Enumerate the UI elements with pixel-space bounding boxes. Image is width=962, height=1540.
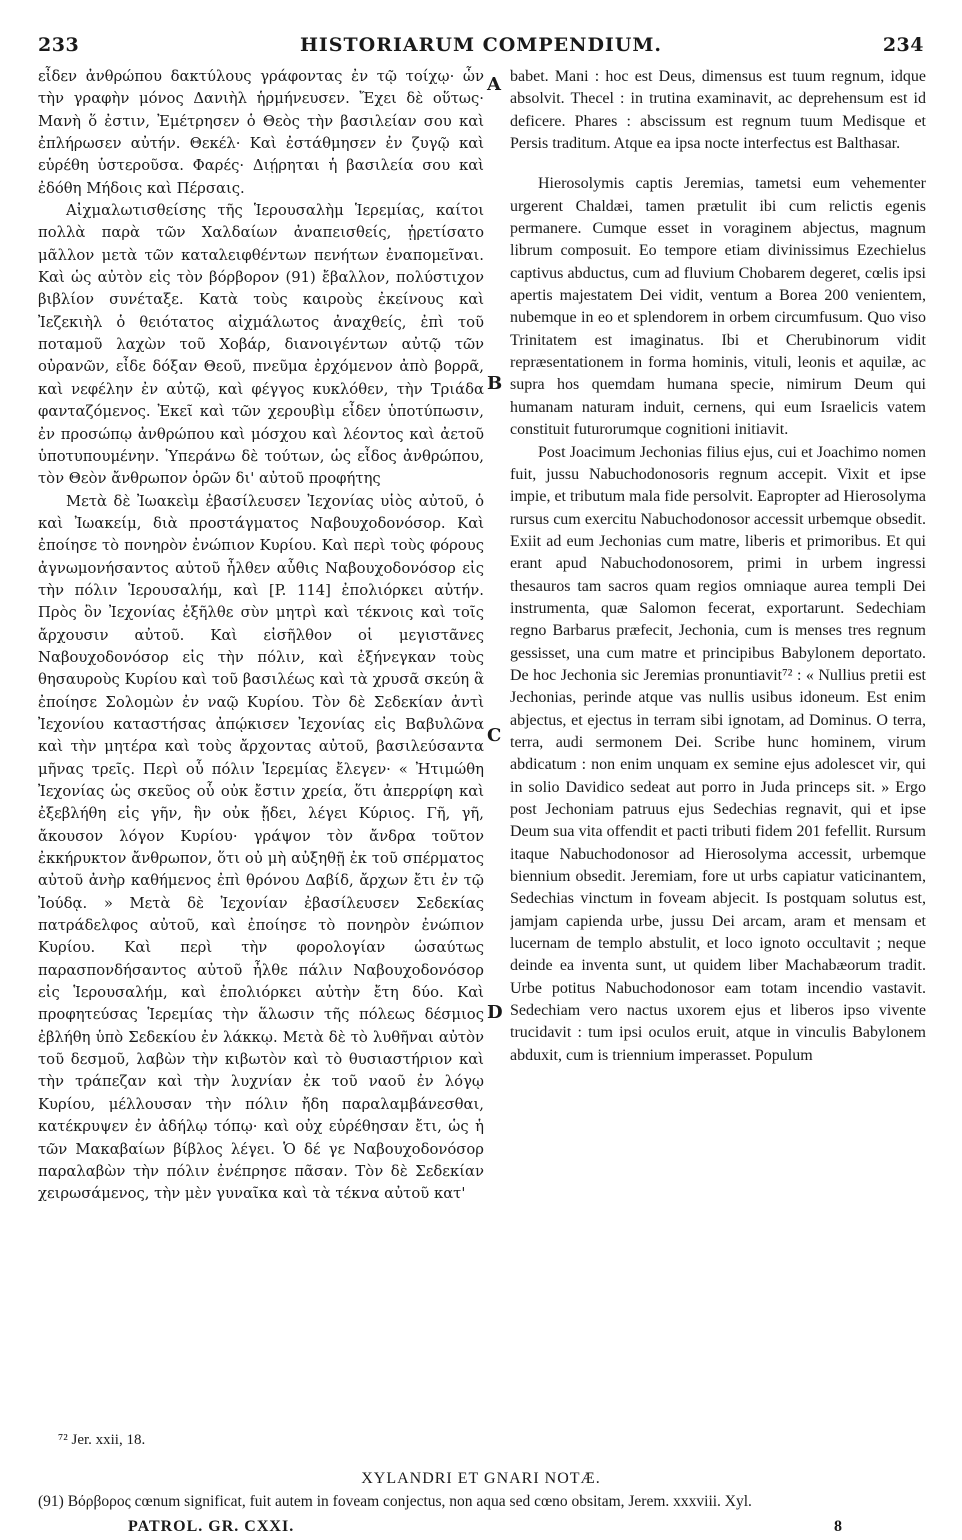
page-number-right: 234 — [882, 34, 924, 56]
footer-series: PATROL. GR. CXXI. — [128, 1518, 295, 1535]
notes-heading: XYLANDRI ET GNARI NOTÆ. — [361, 1470, 601, 1487]
margin-marker-c: C — [487, 725, 502, 746]
running-title: HISTORIARUM COMPENDIUM. — [299, 34, 663, 56]
latin-paragraph: babet. Mani : hoc est Deus, dimensus est tuum regnum, idque absolvit. Thecel : in trutina examinavit, ac deprehensum est id deficere. Phares : abscissum est regnum tuum Medisque et Persis traditum. Atque ea ipsa nocte interfectus est Balthasar. — [510, 68, 926, 153]
footnote: ⁷² Jer. xxii, 18. — [58, 1432, 146, 1448]
greek-column — [38, 66, 484, 1418]
greek-paragraph: Μετὰ δὲ Ἰωακεὶμ ἐβασίλευσεν Ἰεχονίας υἱὸς αὐτοῦ, ὁ καὶ Ἰωακείμ, διὰ προστάγματος Ναβουχοδονόσορ. Καὶ ἐποίησε τὸ πονηρὸν ἐνώπιον Κυρίου. Καὶ περὶ τοὺς φόρους ἀγνωμονήσαντος αὐτοῦ ἦλθεν αὖθις Ναβουχοδονόσορ εἰς τὴν πόλιν Ἱερουσαλήμ, καὶ [P. 114] ἐπολιόρκει αὐτήν. Πρὸς ὃν Ἰεχονίας ἐξῆλθε σὺν μητρὶ καὶ τέκνοις καὶ τοῖς ἄρχουσιν αὐτοῦ. Καὶ εἰσῆλθον οἱ μεγιστᾶνες Ναβουχοδονόσορ εἰς τὴν πόλιν, καὶ ἐξήνεγκαν τοὺς θησαυροὺς Κυρίου καὶ τοῦ βασιλέως καὶ τὰ χρυσᾶ σκεύη ἃ ἐποίησε Σολομὼν ἐν ναῷ Κυρίου. Τὸν δὲ Σεδεκίαν ἀντὶ Ἰεχονίου καταστήσας ἀπῴκισεν Ἰεχονίας εἰς Βαβυλῶνα καὶ τὴν μητέρα καὶ τοὺς ἄρχοντας αὐτοῦ, βασιλεύσαντα μῆνας τρεῖς. Περὶ οὗ πόλιν Ἱερεμίας ἔλεγεν· « Ἠτιμώθη Ἰεχονίας ὡς σκεῦος οὗ οὐκ ἔστιν χρεία, ὅτι ἀπερρίφη καὶ ἐξεβλήθη εἰς γῆν, ἣν οὐκ ᾔδει, λέγει Κύριος. Γῆ, γῆ, ἄκουσον λόγον Κυρίου· γράψον τὸν ἄνδρα τοῦτον ἐκκήρυκτον ἄνθρωπον, ὅτι οὐ μὴ αὐξηθῇ ἐκ τοῦ σπέρματος αὐτοῦ ἀνὴρ καθήμενος ἐπὶ θρόνου Δαβίδ, ἄρχων ἔτι ἐν τῷ Ἰούδᾳ. » Μετὰ δὲ Ἰεχονίαν ἐβασίλευσεν Σεδεκίας πατράδελφος αὐτοῦ, καὶ ἐποίησε τὸ πονηρὸν ἐνώπιον Κυρίου. Καὶ περὶ τὴν φορολογίαν ὡσαύτως παρασπονδήσαντος αὐτοῦ ἦλθε πάλιν Ναβουχοδονόσορ εἰς Ἱερουσαλήμ, καὶ ἐπολιόρκει αὐτὴν ἔτη δύο. Καὶ προφητεύσας Ἱερεμίας τὴν ἅλωσιν τῆς πόλεως δέσμιος ἐβλήθη ὑπὸ Σεδεκίου ἐν λάκκῳ. Μετὰ δὲ τὸ λυθῆναι αὐτὸν τοῦ δεσμοῦ, λαβὼν τὴν κιβωτὸν καὶ τὸ θυσιαστήριον καὶ τὴν τράπεζαν καὶ τὴν λυχνίαν ἐκ τοῦ ναοῦ ἐν λόγῳ Κυρίου, μέλλουσαν τὴν πόλιν ἤδη παραλαμβάνεσθαι, κατέκρυψεν ἐν ἀδήλῳ τόπῳ· καὶ οὐχ εὑρέθησαν ἔτι, ὡς ἡ τῶν Μακαβαίων βίβλος λέγει. Ὁ δέ γε Ναβουχοδονόσορ παραλαβὼν τὴν πόλιν ἐνέπρησε πᾶσαν. Τὸν δὲ Σεδεκίαν χειρωσάμενος, τὴν μὲν γυναῖκα καὶ τὰ τέκνα αὐτοῦ κατ' — [38, 492, 484, 1203]
latin-paragraph: Post Joacimum Jechonias filius ejus, cui et Joachimo nomen fuit, jussu Nabuchodonosoris regnum accepit. Vixit et ipse impie, et tributum mala fide persolvit. Eapropter ad Hierosolyma rursus cum exercitu Nabuchodonosor accessit urbemque obsedit. Exiit ad eum Jechonias cum matre, liberis et primoribus. Et qui erant apud Nabuchodonosorem, primi in urbem ingressi thesauros tam sacros quam regios omniaque aurea templi Dei instrumenta, quæ Salomon fecerat, exportarunt. Sedechiam regno Barbarus præfecit, Jechonia, cum is menses tres regnum gessisset, una cum matre et principibus Babylonem deportato. De hoc Jechonia sic Jeremias pronuntiavit⁷² : « Nullius pretii est Jechonias, perinde atque vas nullis usibus idoneum. Est enim abjectus, et ejectus in terram sibi ignotam, ad Dominus. O terra, terra, audi sermonem Dei. Scribe hunc hominem, virum abdicatum : non enim unquam ex semine ejus adolescet vir, qui in solio Davidico sedeat aut porro in Juda princeps sit. » Ergo post Jechoniam patruus ejus Sedechias regnavit, qui et ipse Deum sua vita offendit et pacti tributi fidem 201 fefellit. Rursum itaque Nabuchodonosor ad Hierosolyma accessit, urbemque biennium obsedit. Jeremiam, fore ut urbs capiatur vaticinantem, Sedechias vinctum in foveam abjecit. Is postquam solutus est, jamjam capienda urbe, jussu Dei arcam, aram et mensam et lucernam de templo abstulit, et loco ignoto occultavit ; neque deinde ea inventa sunt, ut quidem liber Machabæorum tradit. Urbe potitus Nabuchodonosor eam totam incendio vastavit. Sedechiam vero nactus uxorem ejus et liberos ipso vivente trucidavit : tum ipsi oculos eruit, atque in vinculis Babylonem abduxit, cum is triennium imperasset. Populum — [510, 443, 926, 1064]
footer-signature: 8 — [834, 1518, 842, 1535]
greek-paragraph: Αἰχμαλωτισθείσης τῆς Ἱερουσαλὴμ Ἱερεμίας, καίτοι πολλὰ παρὰ τῶν Χαλδαίων ἀναπεισθείς, ᾑρετίσατο μᾶλλον μετὰ τῶν καταλειφθέντων πενήτων ἐναπομεῖναι. Καὶ ὡς αὐτὸν εἰς τὸν βόρβορον (91) ἔβαλλον, πολύστιχον βιβλίον συνέταξε. Κατὰ τοὺς καιροὺς ἐκείνους καὶ Ἰεζεκιὴλ ὁ θειότατος αἰχμάλωτος ἀναχθείς, ἐπὶ τοῦ ποταμοῦ λαχὼν τοῦ Χοβάρ, διανοιγέντων αὐτῷ τῶν οὐρανῶν, εἶδε δόξαν Θεοῦ, πνεῦμα ἐρχόμενον ἀπὸ βορρᾶ, καὶ νεφέλην ἐν αὐτῷ, καὶ φέγγος κυκλόθεν, τὴν Τριάδα φανταζόμενος. Ἐκεῖ καὶ τῶν χερουβὶμ εἶδεν ὑποτύπωσιν, ἐν προσώπῳ ἀνθρώπου καὶ μόσχου καὶ λέοντος καὶ ἀετοῦ ὑποτυπουμένην. Ὑπεράνω δὲ τούτων, ὡς εἶδος ἀνθρώπου, τὸν Θεὸν ἄνθρωπον ὁρῶν δι' αὐτοῦ προφήτης — [38, 202, 484, 488]
greek-paragraph: εἶδεν ἀνθρώπου δακτύλους γράφοντας ἐν τῷ τοίχῳ· ὧν τὴν γραφὴν μόνος Δανιὴλ ἡρμήνευσεν. Ἔχει δὲ οὕτως· Μανὴ ὅ ἐστιν, Ἐμέτρησεν ὁ Θεὸς τὴν βασιλείαν σου καὶ ἐπλήρωσεν αὐτήν. Θεκέλ· Καὶ ἐστάθμησεν ἐν ζυγῷ καὶ εὑρέθη ὑστεροῦσα. Φαρές· Διῄρηται ἡ βασιλεία σου καὶ ἐδόθη Μήδοις καὶ Πέρσαις. — [38, 68, 484, 197]
notes-text: (91) Βόρβορος cœnum significat, fuit autem in foveam conjectus, non aqua sed cœno obsitam, Jerem. xxxviii. Xyl. — [38, 1493, 752, 1510]
margin-marker-a: A — [487, 74, 501, 95]
page-header — [38, 34, 924, 60]
margin-marker-b: B — [487, 373, 503, 394]
page-number-left: 233 — [38, 34, 80, 56]
latin-column — [510, 66, 926, 1418]
latin-paragraph: Hierosolymis captis Jeremias, tametsi eum vehementer urgerent Chaldæi, tamen prætulit ibi cum relictis egenis permanere. Cumque esset in voraginem abjectus, magnum librum composuit. Eo tempore etiam divinissimus Ezechielus captivus abductus, cum ad fluvium Chobarem degeret, cœlis ipsi apertis majestatem Dei vidit, ventum a Borea 200 venientem, nubemque in eo et splendorem in orbem circumfusum. Quo viso Trinitatem est imaginatus. Ibi et Cherubinorum vidit repræsentationem in forma hominis, vituli, leonis et aquilæ, ac supra hos quemdam humana specie, nimirum Deum qui humanam naturam induit, cernens, qui eum Israelicis vatem constituit futurorumque cognitioni initiavit. — [510, 175, 926, 439]
page-footer — [0, 1518, 962, 1538]
margin-marker-d: D — [487, 1002, 503, 1023]
